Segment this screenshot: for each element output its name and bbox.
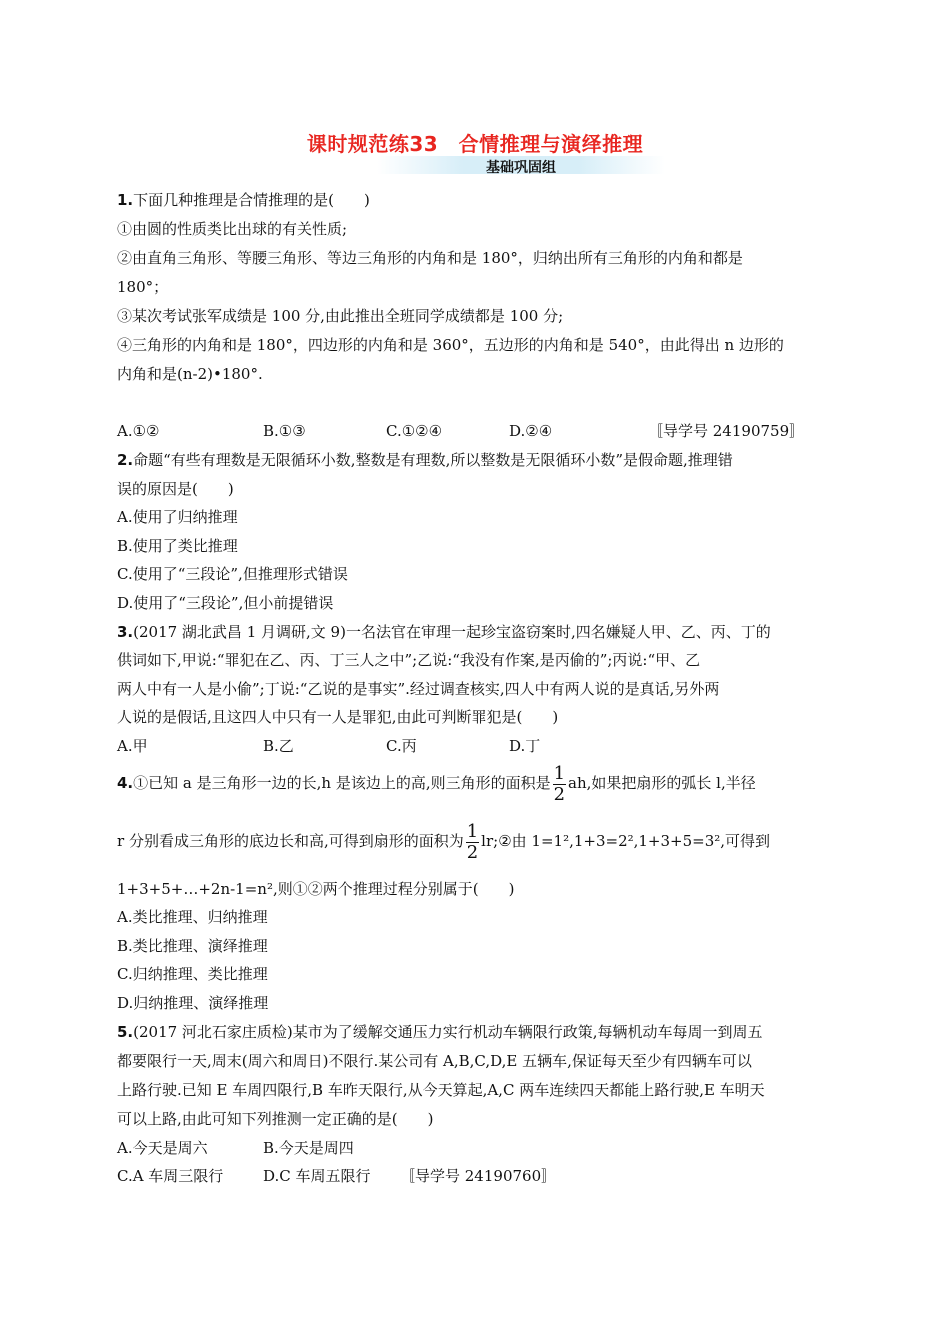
q1-statement-4a: ④三角形的内角和是 180°，四边形的内角和是 360°，五边形的内角和是 540°，由此得出 n 边形的 (117, 336, 784, 354)
q2-option-b: B.使用了类比推理 (117, 537, 238, 555)
question-text: (2017 河北石家庄质检)某市为了缓解交通压力实行机动车辆限行政策,每辆机动车每周一到周五 (133, 1023, 763, 1041)
q1-statement-1: ①由圆的性质类比出球的有关性质; (117, 220, 348, 238)
question-text: 命题“有些有理数是无限循环小数,整数是有理数,所以整数是无限循环小数”是假命题,推理错 (133, 451, 733, 469)
q2-option-a: A.使用了归纳推理 (117, 508, 238, 526)
q1-statement-2b: 180°； (117, 278, 169, 296)
q1-statement-2a: ②由直角三角形、等腰三角形、等边三角形的内角和是 180°，归纳出所有三角形的内角和都是 (117, 249, 743, 267)
q5-option-b: B.今天是周四 (263, 1139, 354, 1157)
fraction-one-half (553, 764, 566, 805)
q3-option-a: A.甲 (117, 737, 148, 755)
question-4-stem-b (117, 821, 837, 863)
question-number: 5. (117, 1023, 134, 1041)
question-number: 3. (117, 623, 134, 641)
question-5-stem-d: 可以上路,由此可知下列推测一定正确的是( ) (117, 1110, 434, 1128)
question-4-stem-a (117, 763, 837, 805)
q5-reference-number: 〚导学号 24190760〛 (400, 1167, 557, 1185)
q5-option-d: D.C 车周五限行 (263, 1167, 371, 1185)
question-3-stem-b: 供词如下,甲说:“罪犯在乙、丙、丁三人之中”;乙说:“我没有作案,是丙偷的”;丙说:“甲、乙 (117, 651, 701, 669)
question-2-stem-b: 误的原因是( ) (117, 480, 234, 498)
question-4-stem-c: 1+3+5+…+2n-1=n²,则①②两个推理过程分别属于( ) (117, 880, 515, 898)
q4-option-d: D.归纳推理、演绎推理 (117, 994, 269, 1012)
q1-option-b: B.①③ (263, 422, 306, 440)
q1-option-a: A.①② (117, 422, 160, 440)
question-3-stem-a (117, 622, 837, 642)
question-3-stem-c: 两人中有一人是小偷”;丁说:“乙说的是事实”.经过调查核实,四人中有两人说的是真话,另外两 (117, 680, 720, 698)
q1-statement-3: ③某次考试张军成绩是 100 分,由此推出全班同学成绩都是 100 分; (117, 307, 564, 325)
fraction-denominator: 2 (466, 841, 479, 863)
q4-option-b: B.类比推理、演绎推理 (117, 937, 268, 955)
question-3-stem-d: 人说的是假话,且这四人中只有一人是罪犯,由此可判断罪犯是( ) (117, 708, 559, 726)
q5-option-a: A.今天是周六 (117, 1139, 208, 1157)
question-text: ①已知 a 是三角形一边的长,h 是该边上的高,则三角形的面积是 (133, 774, 551, 792)
section-heading: 基础巩固组 (486, 160, 556, 176)
q4-option-a: A.类比推理、归纳推理 (117, 908, 268, 926)
question-number: 2. (117, 451, 134, 469)
fraction-numerator: 1 (553, 762, 566, 784)
question-2-stem-a (117, 450, 837, 470)
fraction-one-half (466, 822, 479, 863)
q3-option-d: D.丁 (509, 737, 541, 755)
question-5-stem-b: 都要限行一天,周末(周六和周日)不限行.某公司有 A,B,C,D,E 五辆车,保证每天至少有四辆车可以 (117, 1052, 752, 1070)
question-5-stem-c: 上路行驶.已知 E 车周四限行,B 车昨天限行,从今天算起,A,C 两车连续四天都能上路行驶,E 车明天 (117, 1081, 765, 1099)
q4-option-c: C.归纳推理、类比推理 (117, 965, 268, 983)
question-number: 1. (117, 191, 134, 209)
q1-option-c: C.①②④ (386, 422, 443, 440)
question-5-stem-a (117, 1022, 837, 1042)
question-number: 4. (117, 774, 134, 792)
question-text: ah,如果把扇形的弧长 l,半径 (568, 774, 756, 792)
q5-option-c: C.A 车周三限行 (117, 1167, 224, 1185)
fraction-denominator: 2 (553, 783, 566, 805)
q2-option-c: C.使用了“三段论”,但推理形式错误 (117, 565, 348, 583)
q2-option-d: D.使用了“三段论”,但小前提错误 (117, 594, 334, 612)
q1-reference-number: 〚导学号 24190759〛 (648, 422, 805, 440)
q1-option-d: D.②④ (509, 422, 553, 440)
page-title: 课时规范练33 合情推理与演绎推理 (306, 132, 644, 156)
fraction-numerator: 1 (466, 820, 479, 842)
question-1-stem (117, 190, 837, 210)
question-text: lr;②由 1=1²,1+3=2²,1+3+5=3²,可得到 (481, 832, 771, 850)
q1-statement-4b: 内角和是(n-2)•180°. (117, 365, 263, 383)
question-text: r 分别看成三角形的底边长和高,可得到扇形的面积为 (117, 832, 464, 850)
question-text: 下面几种推理是合情推理的是( ) (133, 191, 370, 209)
q3-option-b: B.乙 (263, 737, 294, 755)
question-text: (2017 湖北武昌 1 月调研,文 9)一名法官在审理一起珍宝盗窃案时,四名嫌疑人甲、乙、丙、丁的 (133, 623, 771, 641)
q3-option-c: C.丙 (386, 737, 417, 755)
